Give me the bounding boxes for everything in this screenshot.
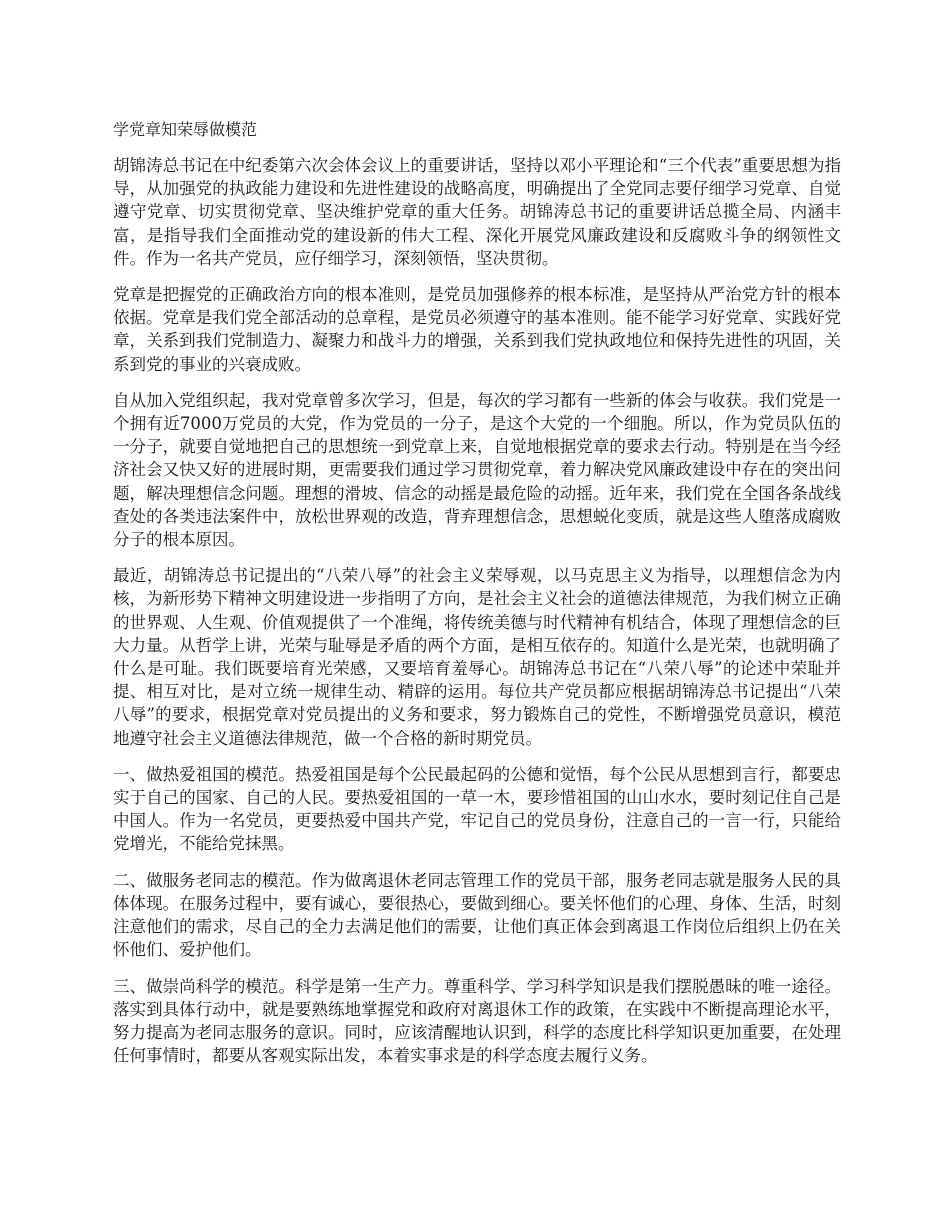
paragraph-eight-honors: 最近，胡锦涛总书记提出的“八荣八辱”的社会主义荣辱观，以马克思主义为指导，以理想信念为内核，为新形势下精神文明建设进一步指明了方向，是社会主义社会的道德法律规范，为我们树立正确的世界观、人生观、价值观提供了一个准绳，将传统美德与时代精神有机结合，体现了理想信念的巨大力量。从哲学上讲，光荣与耻辱是矛盾的两个方面，是相互依存的。知道什么是光荣，也就明确了什么是可耻。我们既要培育光荣感，又要培育羞辱心。胡锦涛总书记在“八荣八辱”的论述中荣耻并提、相互对比，是对立统一规律生动、精辟的运用。每位共产党员都应根据胡锦涛总书记提出“八荣八辱”的要求，根据党章对党员提出的义务和要求，努力锻炼自己的党性，不断增强党员意识，模范地遵守社会主义道德法律规范，做一个合格的新时期党员。: [113, 566, 841, 748]
paragraph-point-three: 三、做崇尚科学的模范。科学是第一生产力。尊重科学、学习科学知识是我们摆脱愚昧的唯一途径。落实到具体行动中，就是要熟练地掌握党和政府对离退休工作的政策，在实践中不断提高理论水平，努力提高为老同志服务的意识。同时，应该清醒地认识到，科学的态度比科学知识更加重要，在处理任何事情时，都要从客观实际出发，本着实事求是的科学态度去履行义务。: [113, 976, 841, 1066]
paragraph-intro: 胡锦涛总书记在中纪委第六次会体会议上的重要讲话，坚持以邓小平理论和“三个代表”重要思想为指导，从加强党的执政能力建设和先进性建设的战略高度，明确提出了全党同志要仔细学习党章、自觉遵守党章、切实贯彻党章、坚决维护党章的重大任务。胡锦涛总书记的重要讲话总揽全局、内涵丰富，是指导我们全面推动党的建设新的伟大工程、深化开展党风廉政建设和反腐败斗争的纲领性文件。作为一名共产党员，应仔细学习，深刻领悟，坚决贯彻。: [113, 156, 841, 268]
paragraph-point-two: 二、做服务老同志的模范。作为做离退休老同志管理工作的党员干部，服务老同志就是服务人民的具体体现。在服务过程中，要有诚心，要很热心，要做到细心。要关怀他们的心理、身体、生活，时刻注意他们的需求，尽自己的全力去满足他们的需要，让他们真正体会到离退工作岗位后组织上仍在关怀他们、爱护他们。: [113, 870, 841, 960]
document-title: 学党章知荣辱做模范: [113, 120, 258, 139]
paragraph-study-experience: 自从加入党组织起，我对党章曾多次学习，但是，每次的学习都有一些新的体会与收获。我们党是一个拥有近7000万党员的大党，作为党员的一分子，是这个大党的一个细胞。所以，作为党员队伍的一分子，就要自觉地把自己的思想统一到党章上来，自觉地根据党章的要求去行动。特别是在当今经济社会又快又好的进展时期，更需要我们通过学习贯彻党章，着力解决党风廉政建设中存在的突出问题，解决理想信念问题。理想的滑坡、信念的动摇是最危险的动摇。近年来，我们党在全国各条战线查处的各类违法案件中，放松世界观的改造，背弃理想信念，思想蜕化变质，就是这些人堕落成腐败分子的根本原因。: [113, 390, 841, 550]
paragraph-party-constitution: 党章是把握党的正确政治方向的根本准则，是党员加强修养的根本标准，是坚持从严治党方针的根本依据。党章是我们党全部活动的总章程，是党员必须遵守的基本准则。能不能学习好党章、实践好党章，关系到我们党制造力、凝聚力和战斗力的增强，关系到我们党执政地位和保持先进性的巩固，关系到党的事业的兴衰成败。: [113, 285, 841, 374]
paragraph-point-one: 一、做热爱祖国的模范。热爱祖国是每个公民最起码的公德和觉悟，每个公民从思想到言行，都要忠实于自己的国家、自己的人民。要热爱祖国的一草一木，要珍惜祖国的山山水水，要时刻记住自己是中国人。作为一名党员，更要热爱中国共产党，牢记自己的党员身份，注意自己的一言一行，只能给党增光，不能给党抹黑。: [113, 764, 841, 854]
document-page: [113, 118, 841, 1080]
